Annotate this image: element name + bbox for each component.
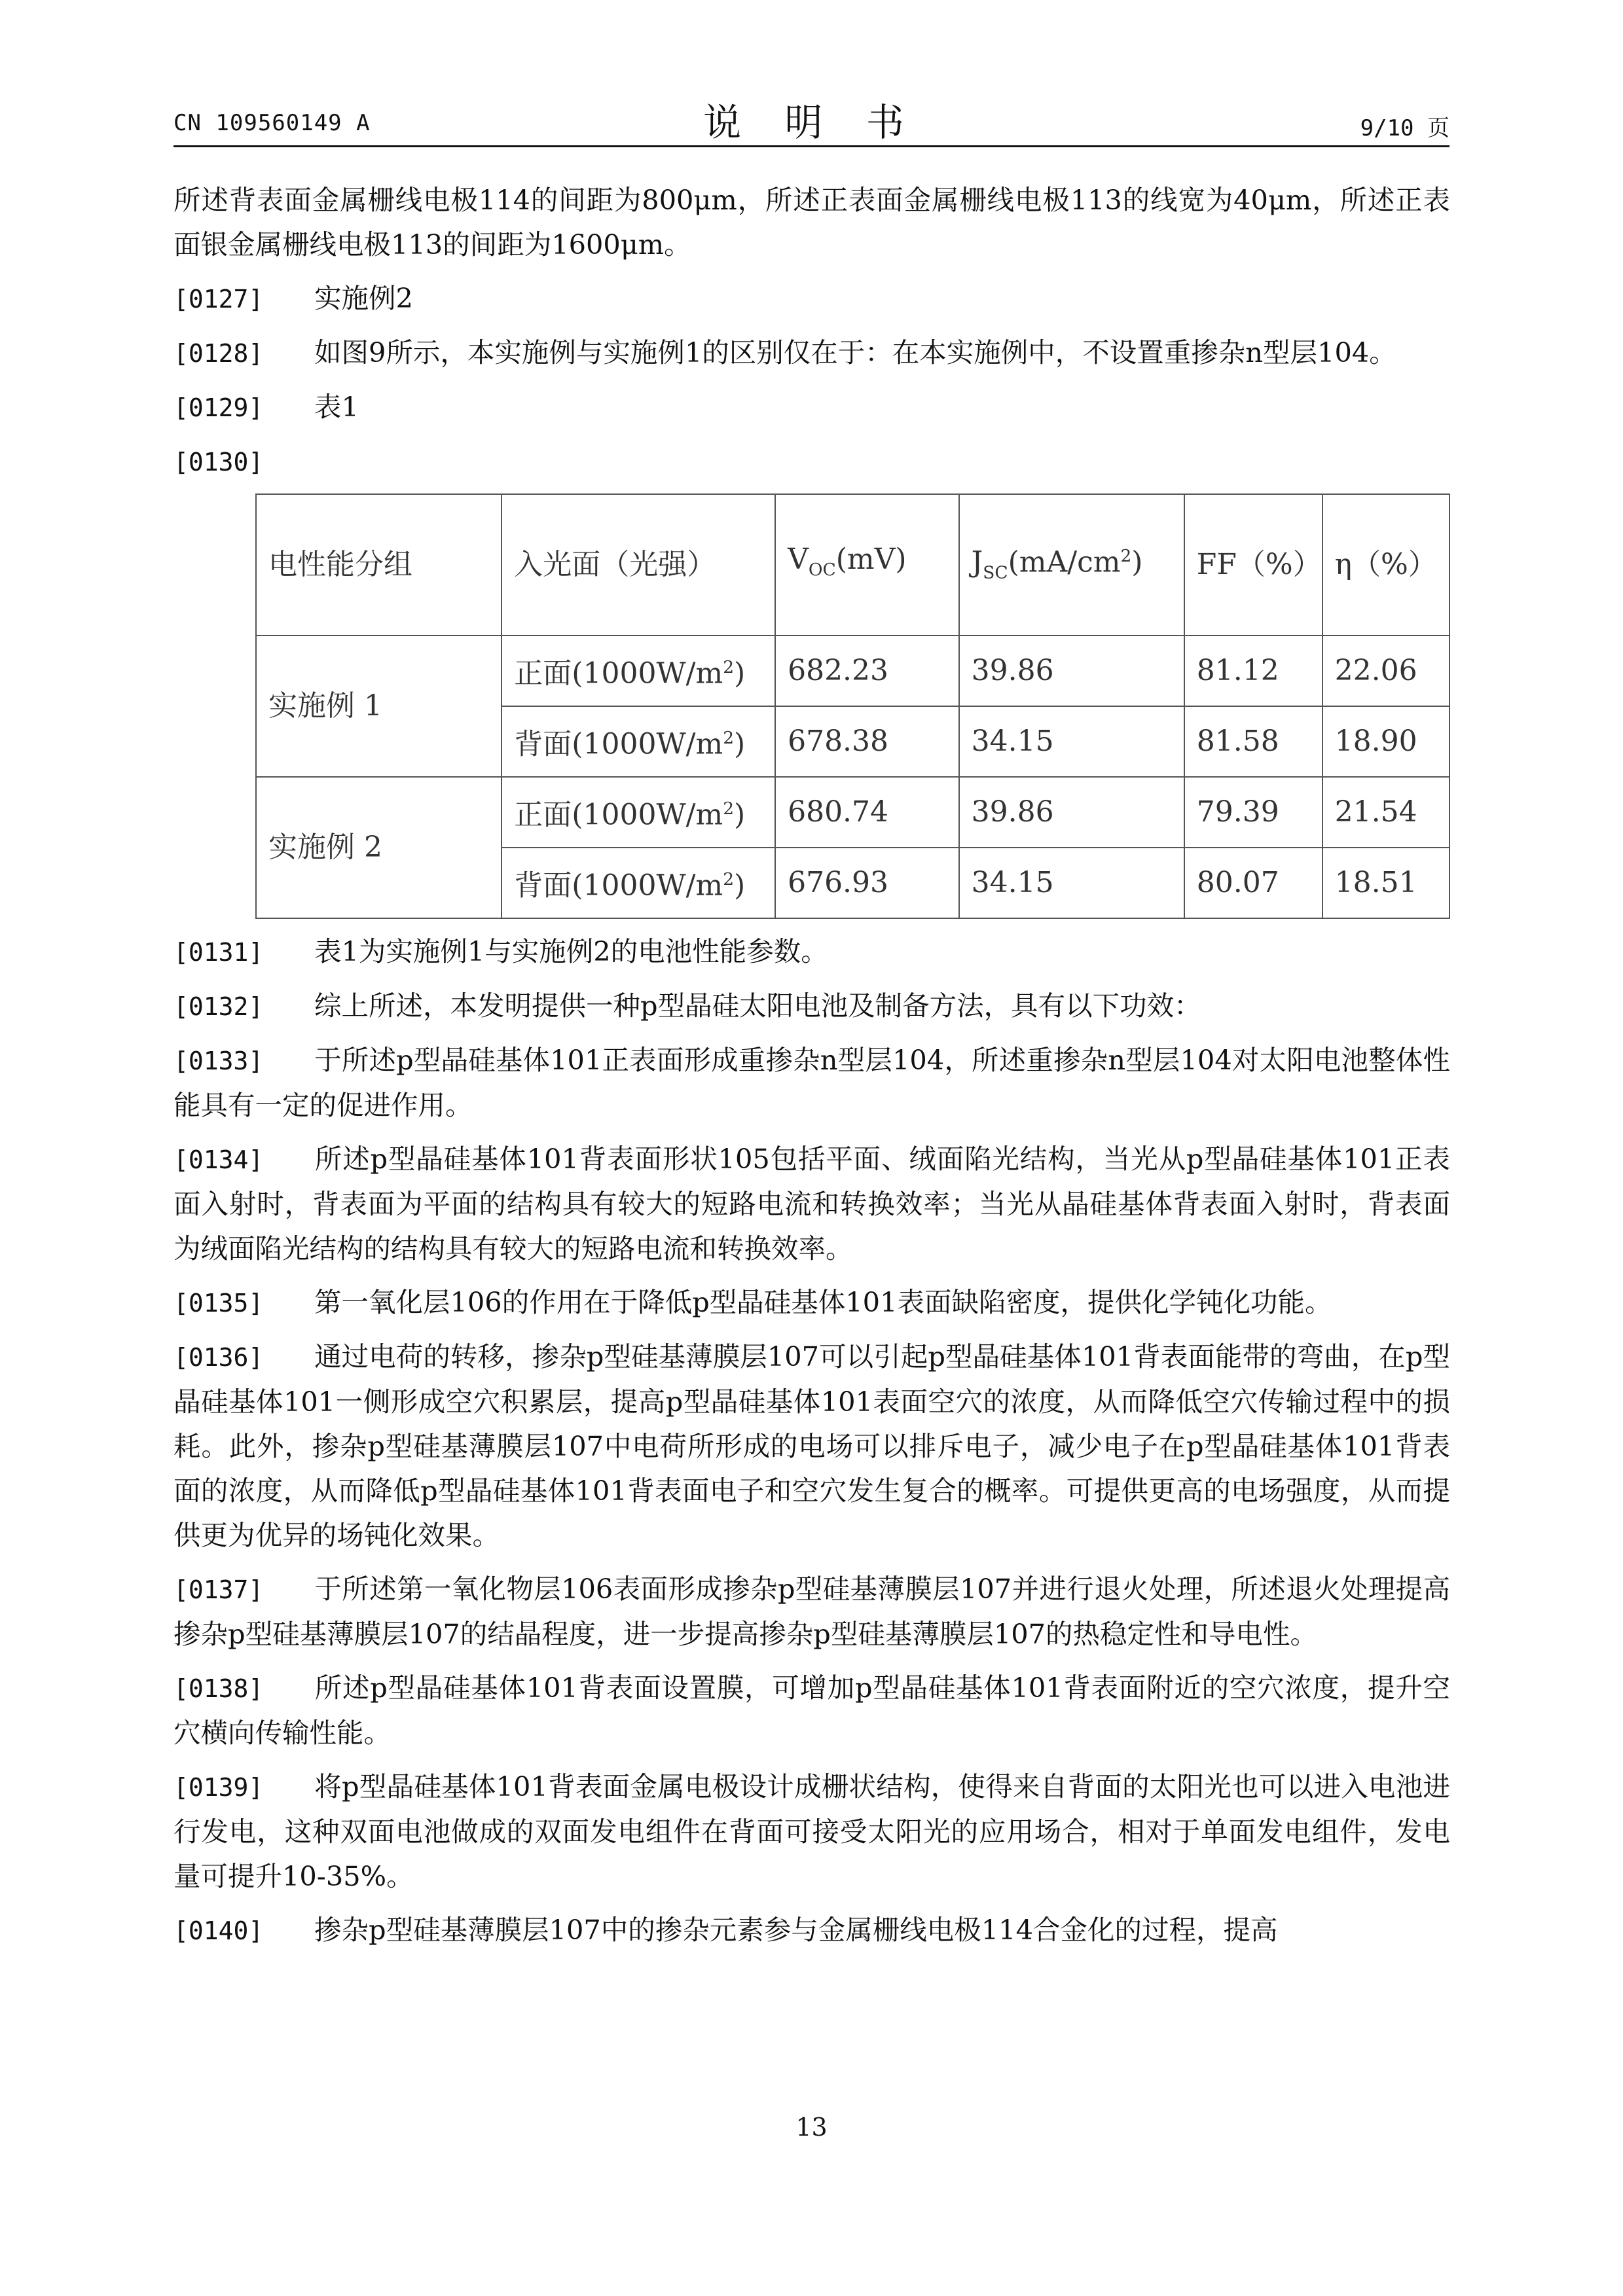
paragraph-text: 将p型晶硅基体101背表面金属电极设计成栅状结构，使得来自背面的太阳光也可以进入电池进行发电，这种双面电池做成的双面发电组件在背面可接受太阳光的应用场合，相对于单面发电组件，发电量可提升10-35%。 <box>173 1770 1450 1892</box>
cell-voc: 678.38 <box>775 706 959 777</box>
paragraph-number: [0129] <box>173 393 264 422</box>
paragraph-number: [0131] <box>173 938 264 967</box>
paragraph-text: 实施例2 <box>314 282 413 314</box>
table-row <box>256 777 1450 848</box>
group-name: 实施例 2 <box>256 777 501 918</box>
cell-voc: 676.93 <box>775 848 959 918</box>
cell-ff: 81.58 <box>1184 706 1322 777</box>
paragraph-number: [0128] <box>173 339 264 368</box>
paragraph-number: [0139] <box>173 1773 264 1802</box>
paragraph-number: [0134] <box>173 1145 264 1174</box>
paragraph-text: 所述背表面金属栅线电极114的间距为800μm，所述正表面金属栅线电极113的线宽为40μm，所述正表面银金属栅线电极113的间距为1600μm。 <box>173 184 1450 260</box>
table-row <box>256 636 1450 706</box>
paragraph-number: [0127] <box>173 285 264 314</box>
paragraph-text: 所述p型晶硅基体101背表面设置膜，可增加p型晶硅基体101背表面附近的空穴浓度，提升空穴横向传输性能。 <box>173 1672 1450 1749</box>
cell-jsc: 34.15 <box>959 848 1184 918</box>
paragraph-text: 掺杂p型硅基薄膜层107中的掺杂元素参与金属栅线电极114合金化的过程，提高 <box>314 1914 1278 1946</box>
performance-table-wrapper <box>255 493 1450 919</box>
paragraph-0137 <box>173 1567 1450 1657</box>
cell-ff: 81.12 <box>1184 636 1322 706</box>
paragraph-number: [0132] <box>173 992 264 1021</box>
paragraph-text: 通过电荷的转移，掺杂p型硅基薄膜层107可以引起p型晶硅基体101背表面能带的弯曲，在p型晶硅基体101一侧形成空穴积累层，提高p型晶硅基体101表面空穴的浓度，从而降低空穴传输过程中的损耗。此外，掺杂p型硅基薄膜层107中电荷所形成的电场可以排斥电子，减少电子在p型晶硅基体101背表面的浓度，从而降低p型晶硅基体101背表面电子和空穴发生复合的概率。可提供更高的电场强度，从而提供更为优异的场钝化效果。 <box>173 1340 1450 1551</box>
cell-eta: 18.90 <box>1322 706 1450 777</box>
paragraph-number: [0140] <box>173 1916 264 1945</box>
paragraph-0131 <box>173 929 1450 975</box>
cell-light: 正面$(1000W/m^2)$ <box>501 636 775 706</box>
paragraph-text: 于所述第一氧化物层106表面形成掺杂p型硅基薄膜层107并进行退火处理，所述退火处理提高掺杂p型硅基薄膜层107的结晶程度，进一步提高掺杂p型硅基薄膜层107的热稳定性和导电性。 <box>173 1573 1450 1650</box>
paragraph-number: [0135] <box>173 1289 264 1318</box>
paragraph-number: [0138] <box>173 1674 264 1703</box>
paragraph-text: 如图9所示，本实施例与实施例1的区别仅在于：在本实施例中，不设置重掺杂n型层104。 <box>314 336 1396 368</box>
paragraph-0132 <box>173 984 1450 1029</box>
performance-table <box>255 493 1450 919</box>
paragraph-text: 于所述p型晶硅基体101正表面形成重掺杂n型层104，所述重掺杂n型层104对太阳电池整体性能具有一定的促进作用。 <box>173 1044 1450 1121</box>
cell-light: 正面$(1000W/m^2)$ <box>501 777 775 848</box>
cell-ff: 79.39 <box>1184 777 1322 848</box>
paragraph-continuation <box>173 178 1450 267</box>
group-name: 实施例 1 <box>256 636 501 777</box>
cell-voc: 680.74 <box>775 777 959 848</box>
paragraph-text: 表1 <box>314 391 359 423</box>
paragraph-0139 <box>173 1765 1450 1899</box>
paragraph-number: [0137] <box>173 1575 264 1604</box>
paragraph-text: 所述p型晶硅基体101背表面形状105包括平面、绒面陷光结构，当光从p型晶硅基体101正表面入射时，背表面为平面的结构具有较大的短路电流和转换效率；当光从晶硅基体背表面入射时，背表面为绒面陷光结构的结构具有较大的短路电流和转换效率。 <box>173 1143 1450 1265</box>
paragraph-0138 <box>173 1666 1450 1755</box>
paragraph-0134 <box>173 1137 1450 1271</box>
page-info: 9/10 页 <box>1360 115 1450 141</box>
cell-ff: 80.07 <box>1184 848 1322 918</box>
header-group: 电性能分组 <box>256 494 501 636</box>
table-header-row <box>256 494 1450 636</box>
header-jsc: $J_{SC}(mA/cm^2)$ <box>959 494 1184 636</box>
header-rule <box>173 145 1450 147</box>
paragraph-text: 表1为实施例1与实施例2的电池性能参数。 <box>314 935 828 967</box>
cell-jsc: 39.86 <box>959 636 1184 706</box>
header-ff: FF（%） <box>1184 494 1322 636</box>
paragraph-number: [0136] <box>173 1343 264 1372</box>
cell-eta: 18.51 <box>1322 848 1450 918</box>
paragraph-0128 <box>173 331 1450 376</box>
document-body <box>173 178 1450 1962</box>
header-voc: $V_{OC}(mV)$ <box>775 494 959 636</box>
paragraph-text: 综上所述，本发明提供一种p型晶硅太阳电池及制备方法，具有以下功效： <box>314 990 1201 1022</box>
paragraph-text: 第一氧化层106的作用在于降低p型晶硅基体101表面缺陷密度，提供化学钝化功能。 <box>314 1286 1332 1318</box>
cell-jsc: 34.15 <box>959 706 1184 777</box>
paragraph-0136 <box>173 1335 1450 1558</box>
paragraph-0133 <box>173 1038 1450 1128</box>
paragraph-0129 <box>173 385 1450 430</box>
paragraph-0140 <box>173 1908 1450 1953</box>
paragraph-0135 <box>173 1280 1450 1325</box>
cell-jsc: 39.86 <box>959 777 1184 848</box>
patent-number: CN 109560149 A <box>173 110 371 136</box>
header-eta: η（%） <box>1322 494 1450 636</box>
page-number: 13 <box>795 2113 828 2142</box>
paragraph-number: [0133] <box>173 1047 264 1075</box>
cell-light: 背面$(1000W/m^2)$ <box>501 848 775 918</box>
paragraph-0127 <box>173 276 1450 321</box>
cell-voc: 682.23 <box>775 636 959 706</box>
paragraph-0130 <box>173 439 1450 484</box>
cell-light: 背面$(1000W/m^2)$ <box>501 706 775 777</box>
cell-eta: 22.06 <box>1322 636 1450 706</box>
cell-eta: 21.54 <box>1322 777 1450 848</box>
document-title: 说 明 书 <box>703 100 920 145</box>
header-light: 入光面（光强） <box>501 494 775 636</box>
paragraph-number: [0130] <box>173 448 264 476</box>
